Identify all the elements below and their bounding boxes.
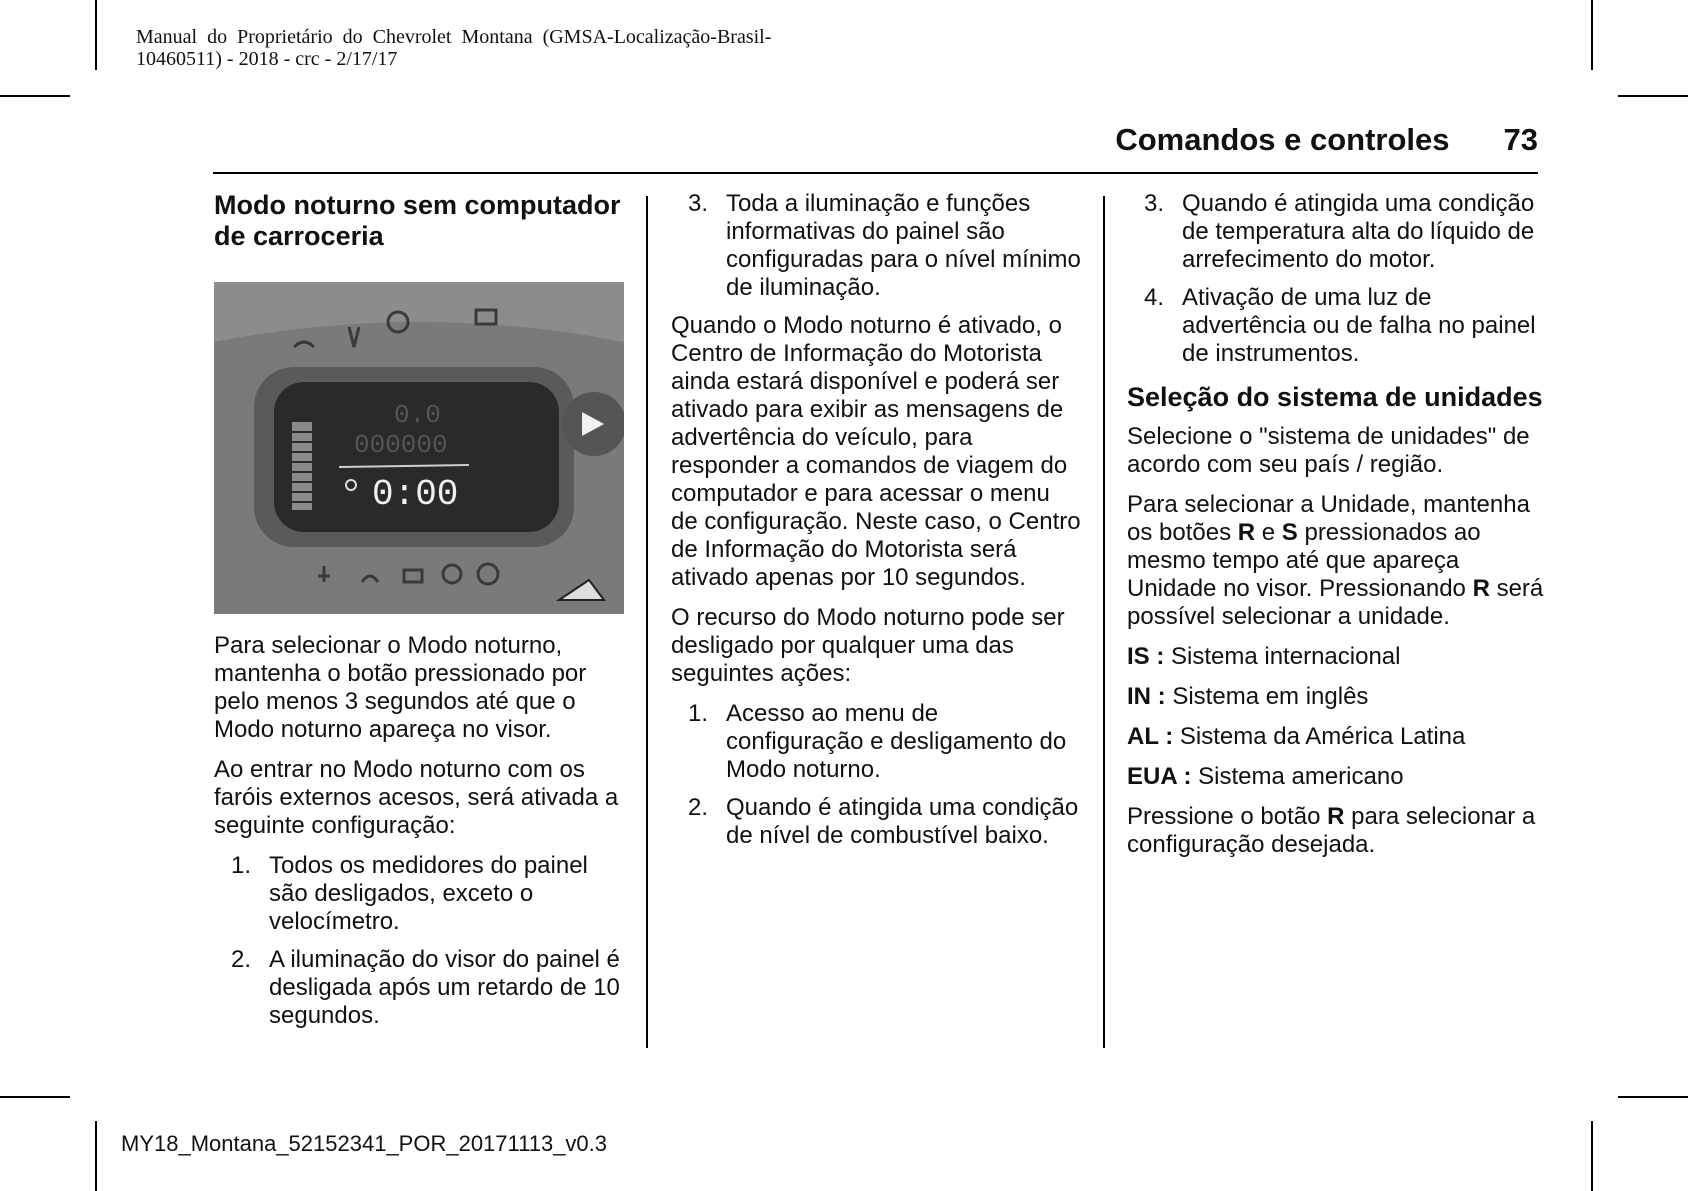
section-title: Comandos e controles	[1115, 122, 1450, 157]
unit-code: IN :	[1127, 683, 1166, 710]
list-item	[671, 190, 1081, 302]
meta-line-1: Manual do Proprietário do Chevrolet Montana (GMSA-Localização-Brasil-	[136, 26, 772, 48]
list-number: 2.	[230, 946, 251, 973]
document-meta	[136, 26, 771, 70]
paragraph: Quando o Modo noturno é ativado, o Centro de Informação do Motorista ainda estará disponível e poderá ser ativado para exibir as mensagens de advertência do veículo, para responder a comandos de viagem do computador e para acessar o menu de configuração. Neste caso, o Centro de Informação do Motorista será ativado apenas por 10 segundos.	[671, 312, 1081, 591]
text-run: Pressione o botão	[1127, 803, 1328, 830]
crop-mark	[1591, 1121, 1593, 1191]
crop-mark	[0, 1096, 70, 1098]
column-divider	[1103, 196, 1105, 1048]
list-text: Toda a iluminação e funções informativas do painel são configuradas para o nível mínimo de iluminação.	[726, 190, 1081, 301]
text-run: Para selecionar a Unidade, mantenha os botões	[1127, 491, 1530, 546]
unit-entry	[1127, 683, 1547, 711]
crop-mark	[95, 1121, 97, 1191]
list-item	[214, 946, 624, 1030]
readout-odometer: 000000	[354, 430, 448, 460]
paragraph: O recurso do Modo noturno pode ser desligado por qualquer uma das seguintes ações:	[671, 604, 1065, 687]
list-text: A iluminação do visor do painel é desligada após um retardo de 10 segundos.	[269, 946, 620, 1029]
list-item	[214, 852, 624, 936]
unit-description: Sistema em inglês	[1165, 683, 1369, 710]
crop-mark	[95, 0, 97, 70]
readout-clock: 0:00	[372, 474, 459, 515]
list-number: 3.	[687, 190, 708, 217]
list-item	[1127, 190, 1547, 274]
unit-entry	[1127, 763, 1547, 791]
page-number: 73	[1503, 122, 1538, 157]
paragraph: Selecione o "sistema de unidades" de acordo com seu país / região.	[1127, 423, 1530, 478]
unit-description: Sistema americano	[1191, 763, 1404, 790]
list-text: Quando é atingida uma condição de nível de combustível baixo.	[726, 794, 1079, 849]
list-number: 3.	[1143, 190, 1164, 217]
running-head	[1115, 122, 1538, 158]
column-3	[1127, 190, 1547, 871]
paragraph	[1127, 803, 1547, 859]
paragraph: Para selecionar o Modo noturno, mantenha o botão pressionado por pelo menos 3 segundos até que o Modo noturno apareça no visor.	[214, 632, 587, 743]
list-item	[671, 700, 1081, 784]
header-rule	[213, 172, 1538, 174]
paragraph: Ao entrar no Modo noturno com os faróis externos acesos, será ativada a seguinte configuração:	[214, 756, 619, 839]
list-text: Quando é atingida uma condição de temperatura alta do líquido de arrefecimento do motor.	[1182, 190, 1535, 273]
crop-mark	[1591, 0, 1593, 70]
instrument-cluster-figure	[214, 282, 624, 614]
crop-mark	[1618, 95, 1688, 97]
column-2	[671, 190, 1081, 860]
meta-line-2: 10460511) - 2018 - crc - 2/17/17	[136, 48, 398, 70]
text-run: para selecionar a configuração desejada.	[1127, 803, 1536, 858]
unit-code: IS :	[1127, 643, 1165, 670]
text-run: e	[1255, 519, 1282, 546]
section-heading: Modo noturno sem computador de carroceria	[214, 190, 621, 251]
unit-description: Sistema da América Latina	[1173, 723, 1466, 750]
text-run: pressionados ao mesmo tempo até que apareça Unidade no visor. Pressionando	[1127, 519, 1481, 602]
button-s-label: S	[1281, 519, 1298, 546]
list-item	[1127, 284, 1547, 368]
crop-mark	[0, 95, 70, 97]
unit-code: AL :	[1127, 723, 1174, 750]
unit-entry	[1127, 723, 1547, 751]
text-run: será possível selecionar a unidade.	[1127, 575, 1544, 630]
list-number: 4.	[1143, 284, 1164, 311]
button-r-label: R	[1237, 519, 1256, 546]
list-text: Todos os medidores do painel são desligados, exceto o velocímetro.	[269, 852, 588, 935]
list-number: 1.	[230, 852, 251, 879]
unit-entry	[1127, 643, 1547, 671]
button-r-label: R	[1472, 575, 1490, 602]
list-number: 2.	[687, 794, 708, 821]
paragraph	[1127, 491, 1547, 631]
list-text: Acesso ao menu de configuração e desligamento do Modo noturno.	[726, 700, 1067, 783]
column-1	[214, 190, 624, 1040]
list-text: Ativação de uma luz de advertência ou de falha no painel de instrumentos.	[1182, 284, 1536, 367]
list-number: 1.	[687, 700, 708, 727]
instrument-cluster-illustration	[214, 282, 624, 614]
unit-code: EUA :	[1127, 763, 1192, 790]
footer-code: MY18_Montana_52152341_POR_20171113_v0.3	[121, 1131, 608, 1156]
column-divider	[646, 196, 648, 1048]
list-item	[671, 794, 1081, 850]
unit-description: Sistema internacional	[1164, 643, 1401, 670]
readout-top: 0.0	[394, 400, 441, 430]
section-heading: Seleção do sistema de unidades	[1127, 382, 1543, 412]
crop-mark	[1618, 1096, 1688, 1098]
button-r-label: R	[1327, 803, 1345, 830]
